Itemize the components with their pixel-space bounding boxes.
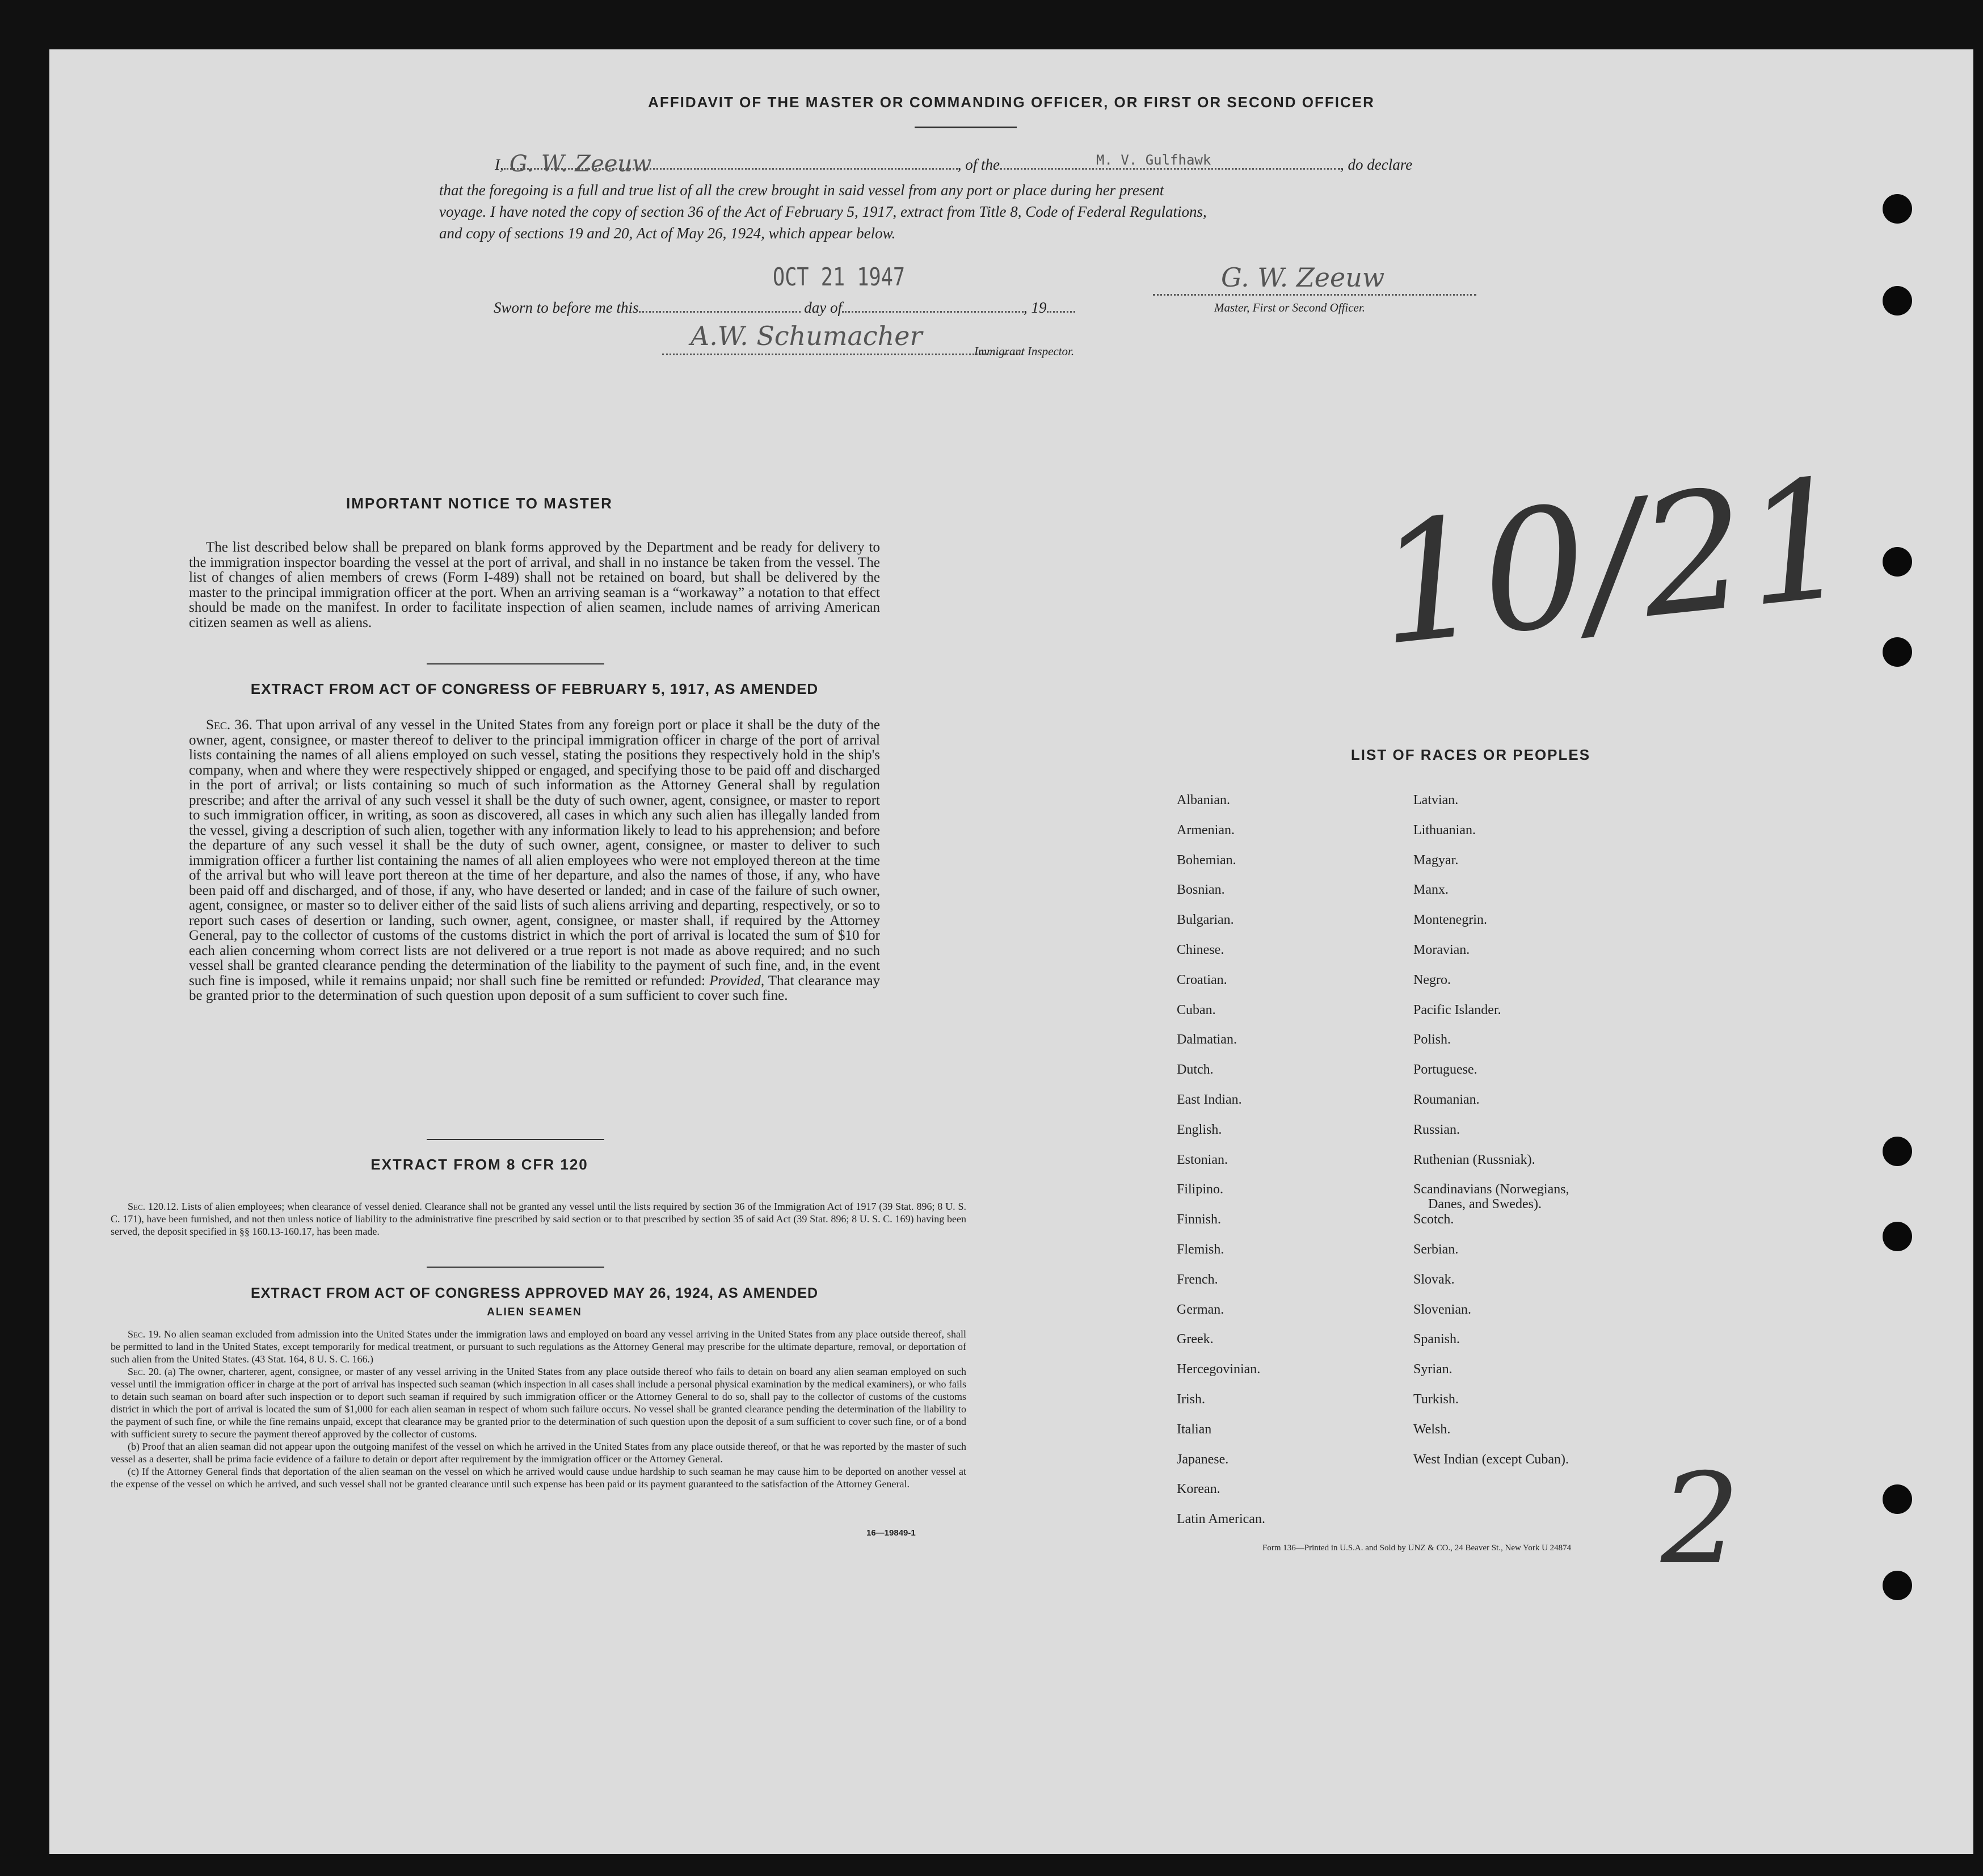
officer-caption: Master, First or Second Officer. [1214, 301, 1365, 314]
vessel-name-field [1000, 152, 1340, 170]
race-item: Dutch. [1177, 1062, 1214, 1078]
divider [915, 127, 1017, 128]
race-item: Dalmatian. [1177, 1032, 1237, 1048]
vessel-name: M. V. Gulfhawk [1096, 152, 1211, 168]
punch-hole [1883, 1222, 1912, 1251]
race-item: Japanese. [1177, 1452, 1229, 1467]
race-item: Chinese. [1177, 943, 1224, 957]
inspector-caption: Immigrant Inspector. [974, 344, 1075, 358]
race-item: West Indian (except Cuban). [1413, 1452, 1569, 1467]
race-item: Croatian. [1177, 972, 1227, 987]
race-item: Pacific Islander. [1413, 1002, 1501, 1017]
sec-20a-text: (a) The owner, charterer, agent, consignee, or master of any vessel arriving in the United States from any place outside thereof who fails to detain on board any alien seaman employed on such vessel until the immigration officer in charge at the port of arrival has inspected such seaman (which inspection in all cases shall include a personal physical examination by the medical examiners), or who fails to detain such seaman on board after such inspection or to deport such seaman if required by such immigration officer or the Attorney General to do so, shall pay to the collector of customs of the customs district in which the port of arrival is located the sum of $1,000 for each alien seaman in respect of whom such failure occurs. No vessel shall be granted clearance pending the determination of the liability to the payment of such fine, or while the fine remains unpaid, except that clearance may be granted prior to the determination of such question upon the deposit of a sum sufficient to cover such fine, or of a bond with sufficient surety to secure the payment thereof approved by the collector of customs. [111, 1366, 966, 1440]
race-item: Magyar. [1413, 852, 1459, 868]
race-item: Bosnian. [1177, 882, 1225, 898]
affidavit-title: AFFIDAVIT OF THE MASTER OR COMMANDING OFFICER, OR FIRST OR SECOND OFFICER [648, 94, 1375, 111]
sec-120-label: Sec. 120.12. [128, 1201, 179, 1212]
affidavit-line-4: and copy of sections 19 and 20, Act of May 26, 1924, which appear below. [439, 225, 896, 242]
race-item: Lithuanian. [1413, 822, 1476, 838]
handwritten-page-mark: 2 [1661, 1446, 1740, 1592]
race-item: Cuban. [1177, 1002, 1216, 1017]
notice-title: IMPORTANT NOTICE TO MASTER [346, 495, 613, 512]
extract-1924-body [111, 1328, 966, 1490]
divider [427, 663, 604, 664]
race-item: Slovenian. [1413, 1302, 1471, 1317]
race-item: Bohemian. [1177, 852, 1236, 868]
sec-19-text: No alien seaman excluded from admission into the United States under the immigration laws and employed on board any vessel arriving in the United States from any place outside thereof, shall be permitted to land in the United States, except temporarily for medical treatment, or pursuant to such regulations as the Attorney General may prescribe for the ultimate departure, removal, or deportation of such alien from the United States. (43 Stat. 164, 8 U. S. C. 166.) [111, 1328, 967, 1365]
race-item: Bulgarian. [1177, 912, 1234, 928]
race-item: Italian [1177, 1421, 1212, 1437]
sworn-label: Sworn to before me this [494, 299, 639, 316]
race-item: Estonian. [1177, 1152, 1228, 1167]
punch-hole [1883, 547, 1912, 577]
cfr-body [111, 1200, 966, 1238]
officer-signature-line [1153, 262, 1476, 296]
race-item: Welsh. [1413, 1421, 1451, 1437]
race-item: Roumanian. [1413, 1092, 1480, 1107]
race-item: Danes, and Swedes). [1428, 1197, 1542, 1212]
sec-36-text: That upon arrival of any vessel in the United States from any foreign port or place it shall be the duty of the owner, agent, consignee, or master thereof to deliver to the principal immigration officer in charge of the port of arrival lists containing the names of all aliens employed on such vessel, stating the positions they respectively hold in the ship's company, when and where they were respectively shipped or engaged, and specifying those to be paid off and discharged in the port of arrival; or lists containing so much of such information as the Attorney General shall by regulation prescribe; and after the arrival of any such vessel it shall be the duty of such owner, agent, consignee, or master to report to such immigration officer, in writing, as soon as discovered, all cases in which any such alien has illegally landed from the vessel, giving a description of such alien, together with any information likely to lead to his apprehension; and before the departure of any such vessel it shall be the duty of such owner, agent, consignee, or master to deliver to such immigration officer a further list containing the names of all alien employees who were not employed thereon at the time of the arrival but who will leave port thereon at the time of her departure, and also the names of those, if any, who have been paid off and discharged, and of those, if any, who have deserted or landed; and in case of the failure of such owner, agent, consignee, or master so to deliver either of the said lists of such aliens arriving and departing, respectively, or so to report such cases of desertion or landing, such owner, agent, consignee, or master shall, if required by the Attorney General, pay to the collector of customs of the customs district in which the port of arrival is located the sum of $10 for each alien concerning whom correct lists are not delivered or a true report is not made as above required; and no such vessel shall be granted clearance pending the determination of the liability to the payment of such fine, and, in the event such fine is imposed, while it remains unpaid; nor shall such fine be remitted or refunded: [189, 717, 880, 989]
race-item: Albanian. [1177, 793, 1230, 807]
race-item: Filipino. [1177, 1182, 1224, 1197]
provided-label: Provided, [709, 973, 765, 989]
inspector-signature-line [662, 321, 1022, 355]
of-the-label: , of the [957, 156, 1000, 173]
race-item: Armenian. [1177, 822, 1235, 838]
race-item: German. [1177, 1302, 1224, 1317]
divider [427, 1139, 604, 1140]
notice-body: The list described below shall be prepared on blank forms approved by the Department and be ready for delivery to the immigration inspector boarding the vessel at the port of arrival, and shall in no instance be taken from the vessel. The list of changes of alien members of crews (Form I-489) shall not be retained on board, but shall be delivered by the master to the principal immigration officer at the port. When an arriving seaman is a “workaway” a notation to that effect should be made on the manifest. In order to facilitate inspection of alien seamen, include names of arriving American citizen seamen as well as aliens. [189, 540, 880, 630]
affidavit-line-2: that the foregoing is a full and true list of all the crew brought in said vessel from any port or place during her present [439, 182, 1164, 199]
document-page [49, 49, 1973, 1854]
race-item: Russian. [1413, 1122, 1460, 1137]
race-item: Irish. [1177, 1392, 1205, 1407]
race-item: English. [1177, 1122, 1222, 1137]
i-label: I, [495, 156, 504, 173]
race-item: Slovak. [1413, 1272, 1455, 1287]
punch-hole [1883, 286, 1912, 316]
inspector-signature: A.W. Schumacher [691, 321, 923, 351]
sec-19-paragraph [111, 1328, 966, 1365]
race-item: Scotch. [1413, 1212, 1454, 1227]
day-of-label: day of [804, 299, 842, 316]
punch-hole [1883, 637, 1912, 667]
races-title: LIST OF RACES OR PEOPLES [1350, 746, 1591, 763]
race-item: Negro. [1413, 972, 1451, 987]
extract-1917-body [189, 718, 880, 1004]
sec-20a-paragraph [111, 1365, 966, 1440]
sec-20-label: Sec. 20. [128, 1366, 162, 1377]
year-label: , 19 [1024, 299, 1047, 316]
provided-text: That clearance may be granted prior to the determination of such question upon deposit of a sum sufficient to cover such fine. [189, 973, 881, 1003]
extract-1924-subtitle: ALIEN SEAMEN [487, 1306, 582, 1318]
race-item: Finnish. [1177, 1212, 1222, 1227]
cfr-title: EXTRACT FROM 8 CFR 120 [371, 1156, 588, 1173]
master-name-field [504, 151, 958, 177]
sec-20c-paragraph: (c) If the Attorney General finds that deportation of the alien seaman on the vessel on which he arrived would cause undue hardship to such seaman he may cause him to be deported on another vessel at the expense of the vessel on which he arrived, and such vessel shall not be granted clearance until such expense has been paid or its payment guaranteed to the satisfaction of the Attorney General. [111, 1466, 966, 1490]
punch-hole [1883, 1571, 1912, 1600]
divider [427, 1267, 604, 1268]
affidavit-line-1 [495, 151, 1413, 177]
sworn-line [494, 299, 1075, 317]
sworn-month-field [842, 311, 1024, 313]
handwritten-date-mark: 10/21 [1368, 443, 1860, 683]
form-code: 16—19849-1 [866, 1528, 916, 1538]
sworn-year-field [1047, 311, 1075, 313]
sec-120-text: Lists of alien employees; when clearance of vessel denied. Clearance shall not be granted any vessel until the lists required by section 36 of the Immigration Act of 1917 (39 Stat. 896; 8 U. S. C. 171), have been furnished, and not then unless notice of liability to the administrative fine prescribed by said section or to that prescribed by section 35 of said Act (39 Stat. 896; 8 U. S. C. 169) having been served, the deposit specified in §§ 160.13-160.17, has been made. [111, 1201, 966, 1237]
date-stamp: OCT 21 1947 [773, 263, 906, 292]
race-item: East Indian. [1177, 1092, 1242, 1107]
punch-hole [1883, 1484, 1912, 1514]
race-item: Spanish. [1413, 1332, 1460, 1347]
race-item: Turkish. [1413, 1392, 1459, 1407]
sec-19-label: Sec. 19. [128, 1328, 161, 1340]
form-footer: Form 136—Printed in U.S.A. and Sold by UNZ & CO., 24 Beaver St., New York U 24874 [1262, 1543, 1572, 1553]
sec-20b-paragraph: (b) Proof that an alien seaman did not appear upon the outgoing manifest of the vessel on which he arrived in the United States from any place outside thereof, or that he was reported by the master of such vessel as a deserter, shall be prima facie evidence of a failure to detain or deport after requirement by the immigration officer or the Attorney General. [111, 1441, 966, 1465]
race-item: Latin American. [1177, 1512, 1265, 1527]
punch-hole [1883, 194, 1912, 224]
race-item: Flemish. [1177, 1242, 1224, 1257]
punch-hole [1883, 1137, 1912, 1166]
race-item: Greek. [1177, 1332, 1214, 1347]
race-item: Manx. [1413, 882, 1449, 898]
race-item: Korean. [1177, 1482, 1220, 1497]
race-item: Serbian. [1413, 1242, 1459, 1257]
race-item: Ruthenian (Russniak). [1413, 1152, 1535, 1167]
race-item: Portuguese. [1413, 1062, 1477, 1078]
officer-signature: G. W. Zeeuw [1221, 262, 1385, 293]
race-item: Moravian. [1413, 943, 1470, 957]
race-item: Polish. [1413, 1032, 1451, 1048]
extract-1924-title: EXTRACT FROM ACT OF CONGRESS APPROVED MAY 26, 1924, AS AMENDED [250, 1285, 819, 1301]
race-item: Hercegovinian. [1177, 1362, 1261, 1377]
sworn-day-field [639, 311, 801, 313]
do-declare-label: , do declare [1340, 156, 1413, 173]
race-item: French. [1177, 1272, 1218, 1287]
affidavit-line-3: voyage. I have noted the copy of section 36 of the Act of February 5, 1917, extract from Title 8, Code of Federal Regulations, [439, 203, 1207, 220]
race-item: Scandinavians (Norwegians, [1413, 1182, 1569, 1197]
extract-1917-title: EXTRACT FROM ACT OF CONGRESS OF FEBRUARY 5, 1917, AS AMENDED [250, 680, 819, 697]
sec-36-label: Sec. 36. [206, 717, 252, 733]
race-item: Montenegrin. [1413, 912, 1487, 928]
master-signature: G. W. Zeeuw [509, 151, 652, 177]
race-item: Syrian. [1413, 1362, 1452, 1377]
race-item: Latvian. [1413, 793, 1459, 807]
